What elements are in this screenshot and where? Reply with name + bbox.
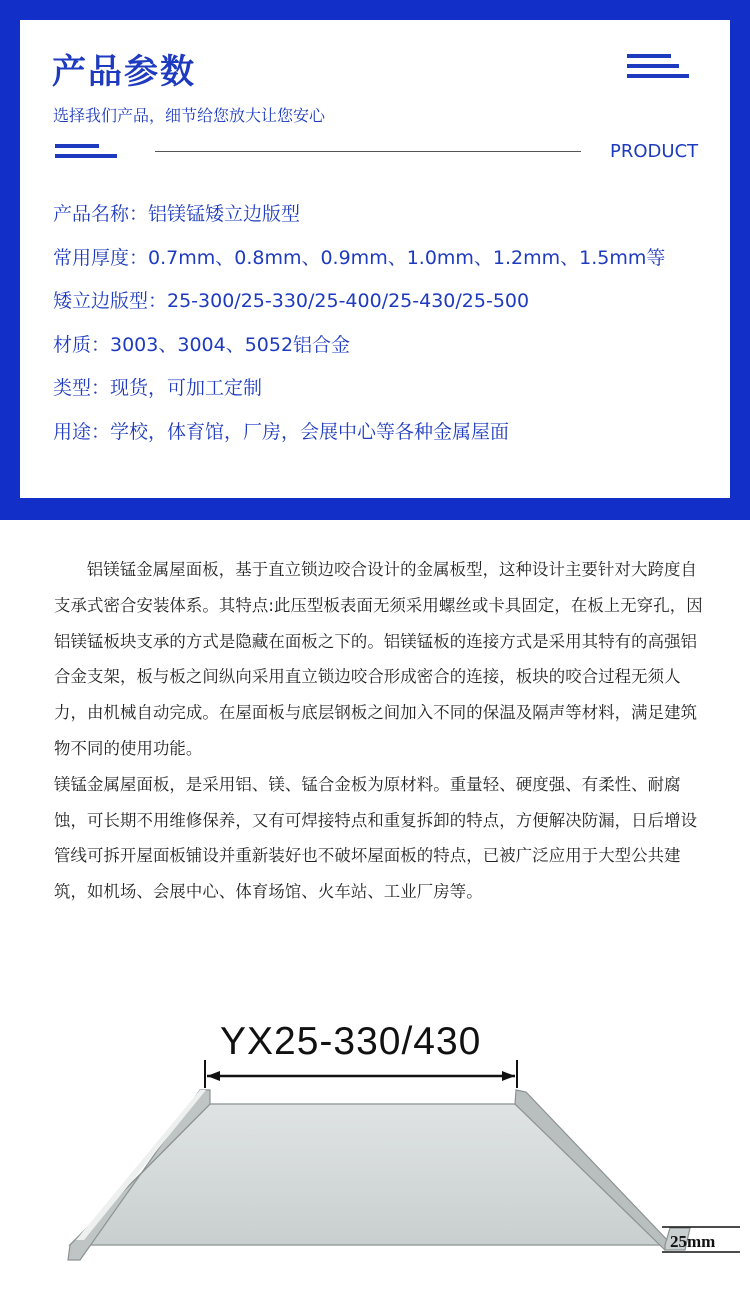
spec-thickness: 常用厚度：0.7mm、0.8mm、0.9mm、1.0mm、1.2mm、1.5mm等 xyxy=(53,246,666,269)
panel-title: 产品参数 xyxy=(52,52,196,92)
spec-profile: 矮立边版型：25-300/25-330/25-400/25-430/25-500 xyxy=(53,290,530,312)
product-label: PRODUCT xyxy=(610,141,699,162)
roof-panel-diagram xyxy=(40,1000,740,1294)
spec-type: 类型：现货，可加工定制 xyxy=(53,377,263,399)
menu-icon xyxy=(627,54,689,80)
diagram-height-label: 25mm xyxy=(670,1232,716,1251)
diagram-model-label: YX25-330/430 xyxy=(220,1020,482,1063)
accent-bars-icon xyxy=(55,144,117,162)
divider-line xyxy=(155,151,581,152)
parameter-panel-frame xyxy=(0,0,750,520)
parameter-panel xyxy=(20,20,730,498)
panel-subtitle: 选择我们产品，细节给您放大让您安心 xyxy=(53,106,326,125)
description-paragraph: 镁锰金属屋面板，是采用铝、镁、锰合金板为原材料。重量轻、硬度强、有柔性、耐腐蚀，可长期不用维修保养，又有可焊接特点和重复拆卸的特点，方便解决防漏，日后增设管线可拆开屋面板铺设并重新装好也不破坏屋面板的特点，已被广泛应用于大型公共建筑，如机场、会展中心、体育场馆、火车站、工业厂房等。 xyxy=(54,774,698,902)
description-paragraph: 铝镁锰金属屋面板，基于直立锁边咬合设计的金属板型，这种设计主要针对大跨度自支承式密合安装体系。其特点:此压型板表面无须采用螺丝或卡具固定，在板上无穿孔，因铝镁锰板块支承的方式是隐藏在面板之下的。铝镁锰板的连接方式是采用其特有的高强铝合金支架，板与板之间纵向采用直立锁边咬合形成密合的连接，板块的咬合过程无须人力，由机械自动完成。在屋面板与底层钢板之间加入不同的保温及隔声等材料，满足建筑物不同的使用功能。 xyxy=(54,560,703,758)
spec-product-name: 产品名称：铝镁锰矮立边版型 xyxy=(53,203,301,225)
product-description xyxy=(54,552,710,910)
spec-usage: 用途：学校，体育馆，厂房，会展中心等各种金属屋面 xyxy=(53,420,510,443)
spec-list xyxy=(53,195,665,456)
spec-material: 材质：3003、3004、5052铝合金 xyxy=(53,333,351,356)
